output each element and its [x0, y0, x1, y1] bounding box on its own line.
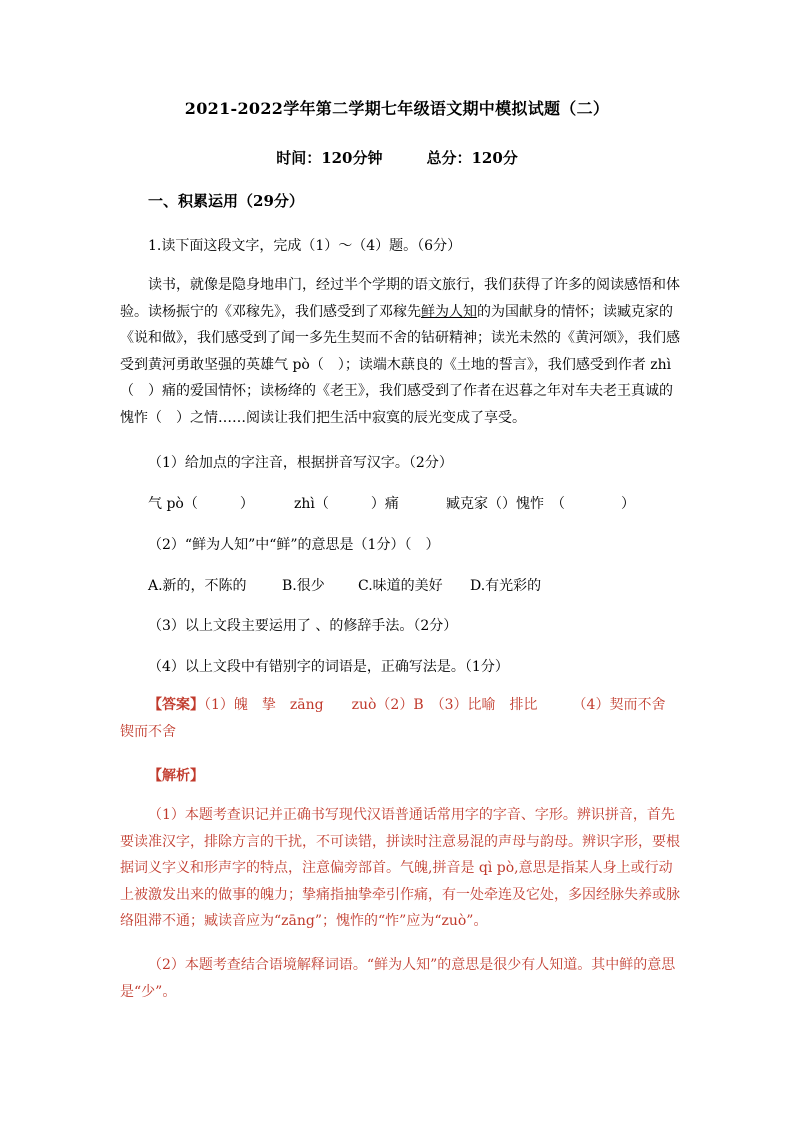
analysis-paragraph-2: （2）本题考查结合语境解释词语。“鲜为人知”的意思是很少有人知道。其中鲜的意思是“少”。: [120, 957, 676, 1000]
subquestion-1-blanks: [148, 493, 635, 513]
passage-part-1: 读书，就像是隐身地串门，经过半个学期的语文旅行，我们获得了许多的阅读感悟和体验。读杨振宁的《邓稼先》，我们感受到了邓稼先: [120, 277, 680, 320]
exam-meta: [0, 147, 794, 168]
option-d: D.有光彩的: [470, 578, 542, 594]
question-stem: 1.读下面这段文字，完成（1）～（4）题。（6分）: [148, 238, 462, 254]
analysis-paragraph-1: （1）本题考查识记并正确书写现代汉语普通话常用字的字音、字形。辨识拼音，首先要读准汉字，排除方言的干扰，不可读错，拼读时注意易混的声母与韵母。辨识字形，要根据词义字义和形声字的特点，注意偏旁部首。气魄,拼音是 qì pò,意思是指某人身上或行动上被激发出来的做事的魄力；挚痛指抽挚牵引作痛，有一处牵连及它处，多因经脉失养或脉络阻滞不通；臧读音应为“zāng”；愧怍的“怍”应为“zuò”。: [120, 807, 680, 929]
exam-time: 时间：120分钟: [276, 149, 383, 167]
answer-text: （1）魄 挚 zāng zuò（2）B （3）比喻 排比 （4）契而不舍 锲而不舍: [120, 697, 680, 740]
analysis-tag-line: [148, 765, 204, 785]
page-title: 2021-2022学年第二学期七年级语文期中模拟试题（二）: [184, 99, 610, 118]
blank-zang-zuo: 臧克家（）愧怍 （ ）: [446, 496, 635, 512]
subquestion-4: （4）以上文段中有错别字的词语是，正确写法是。（1分）: [148, 659, 509, 675]
blank-zhi: zhì（ ）痛: [294, 496, 399, 512]
option-c: C.味道的美好: [358, 578, 443, 594]
option-a: A.新的，不陈的: [148, 578, 247, 594]
reading-passage: [120, 272, 680, 431]
subquestion-3: （3）以上文段主要运用了 、的修辞手法。（2分）: [148, 618, 458, 634]
underlined-phrase: 鲜为人知: [421, 303, 477, 320]
answer-tag: 【答案】: [148, 697, 204, 713]
analysis-tag: 【解析】: [148, 768, 204, 784]
subquestion-1: （1）给加点的字注音，根据拼音写汉字。（2分）: [148, 455, 453, 471]
subquestion-2: （2）“鲜为人知”中“鲜”的意思是（1分）（ ）: [148, 537, 440, 553]
section-heading: 一、积累运用（29分）: [148, 192, 304, 210]
passage-part-2: 的为国献身的情怀；读臧克家的《说和做》，我们感受到了闻一多先生契而不舍的钻研精神；读光未然的《黄河颂》，我们感受到黄河勇敢坚强的英雄气 pò（ ）；读端木蕻良的《土地的誓言》，我们感受到作者 zhì（ ）痛的爱国情怀；读杨绛的《老王》，我们感受到了作者在迟暮之年对车夫老王真诚的愧怍（ ）之情……阅读让我们把生活中寂寞的辰光变成了享受。: [120, 303, 680, 426]
option-b: B.很少: [282, 578, 325, 594]
blank-po: 气 pò（ ）: [148, 496, 254, 512]
exam-score: 总分：120分: [426, 149, 518, 167]
options-row: [148, 575, 541, 595]
answer-block: [120, 692, 680, 745]
